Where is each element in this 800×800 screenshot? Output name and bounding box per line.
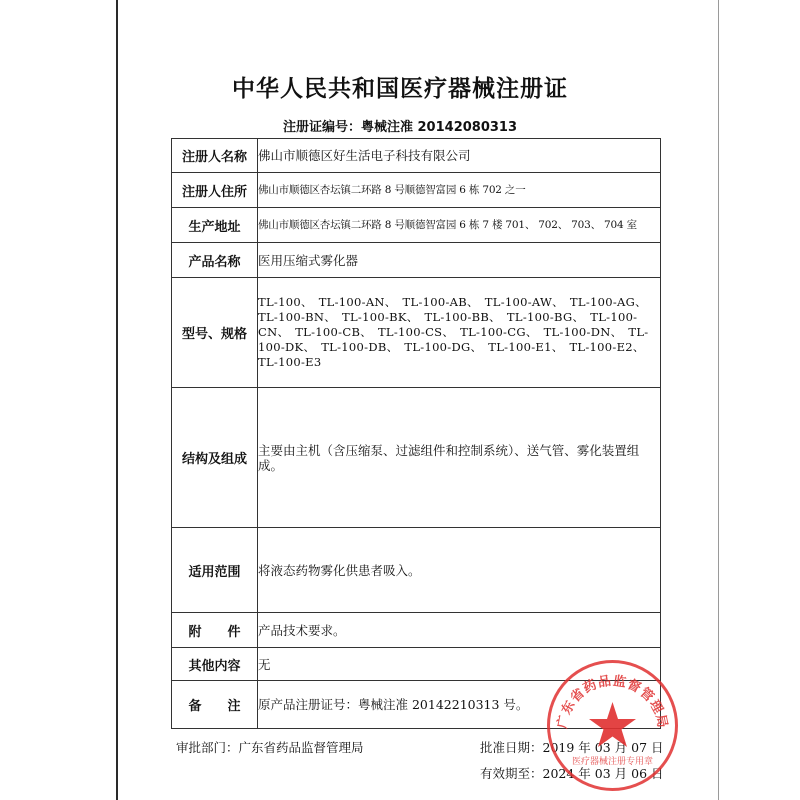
row-value-models: TL-100、 TL-100-AN、 TL-100-AB、 TL-100-AW、 TL-100-AG、 TL-100-BN、 TL-100-BK、 TL-100-BB、 TL-100-BG、 TL-100-CN、 TL-100-CB、 TL-100-CS、 TL-100-CG、 TL-100-DN、 TL-100-DK、 TL-100-DB、 TL-100-DG、 TL-100-E1、 TL-100-E2、 TL-100-E3: [258, 278, 661, 388]
table-row: [172, 388, 661, 528]
row-label-product-name: 产品名称: [172, 243, 258, 278]
table-row: [172, 278, 661, 388]
row-value-product-name: 医用压缩式雾化器: [258, 243, 661, 278]
document-title: 中华人民共和国医疗器械注册证: [232, 76, 568, 102]
certificate-number-value: 粤械注准 20142080313: [360, 120, 518, 135]
table-row: [172, 208, 661, 243]
table-row: [172, 613, 661, 648]
registration-table: [171, 138, 661, 729]
table-row: [172, 173, 661, 208]
row-label-production-address: 生产地址: [172, 208, 258, 243]
approver: [176, 738, 364, 756]
row-value-registrant-name: 佛山市顺德区好生活电子科技有限公司: [258, 139, 661, 173]
certificate-number-label: 注册证编号：: [282, 120, 361, 135]
seal-subtext: 医疗器械注册专用章: [571, 757, 654, 767]
approver-value: 广东省药品监督管理局: [238, 740, 364, 755]
row-label-attachment: 附 件: [172, 613, 258, 648]
row-value-scope: 将液态药物雾化供患者吸入。: [258, 528, 661, 613]
valid-until-value: 2024 年 03 月 06 日: [542, 766, 664, 781]
official-seal-icon: [542, 658, 680, 793]
row-value-production-address: 佛山市顺德区杏坛镇二环路 8 号顺德智富园 6 栋 7 楼 701、 702、 703、 704 室: [258, 208, 661, 243]
row-value-structure: 主要由主机（含压缩泵、过滤组件和控制系统）、送气管、雾化装置组成。: [258, 388, 661, 528]
row-label-structure: 结构及组成: [172, 388, 258, 528]
row-value-other: 无: [258, 648, 661, 681]
table-row: [172, 139, 661, 173]
row-value-remarks: 原产品注册证号：粤械注准 20142210313 号。: [258, 681, 661, 729]
table-row: [172, 528, 661, 613]
table-row: [172, 243, 661, 278]
row-label-registrant-address: 注册人住所: [172, 173, 258, 208]
valid-until-label: 有效期至：: [480, 766, 543, 781]
approval-date-label: 批准日期：: [480, 740, 543, 755]
row-label-remarks: 备 注: [172, 681, 258, 729]
certificate-number: [0, 116, 800, 135]
row-label-scope: 适用范围: [172, 528, 258, 613]
row-label-other: 其他内容: [172, 648, 258, 681]
row-label-models: 型号、规格: [172, 278, 258, 388]
row-value-attachment: 产品技术要求。: [258, 613, 661, 648]
seal-text: 广东省药品监督管理局: [555, 673, 670, 730]
approval-date-value: 2019 年 03 月 07 日: [542, 740, 664, 755]
row-value-registrant-address: 佛山市顺德区杏坛镇二环路 8 号顺德智富园 6 栋 702 之一: [258, 173, 661, 208]
row-label-registrant-name: 注册人名称: [172, 139, 258, 173]
approver-label: 审批部门：: [176, 740, 239, 755]
